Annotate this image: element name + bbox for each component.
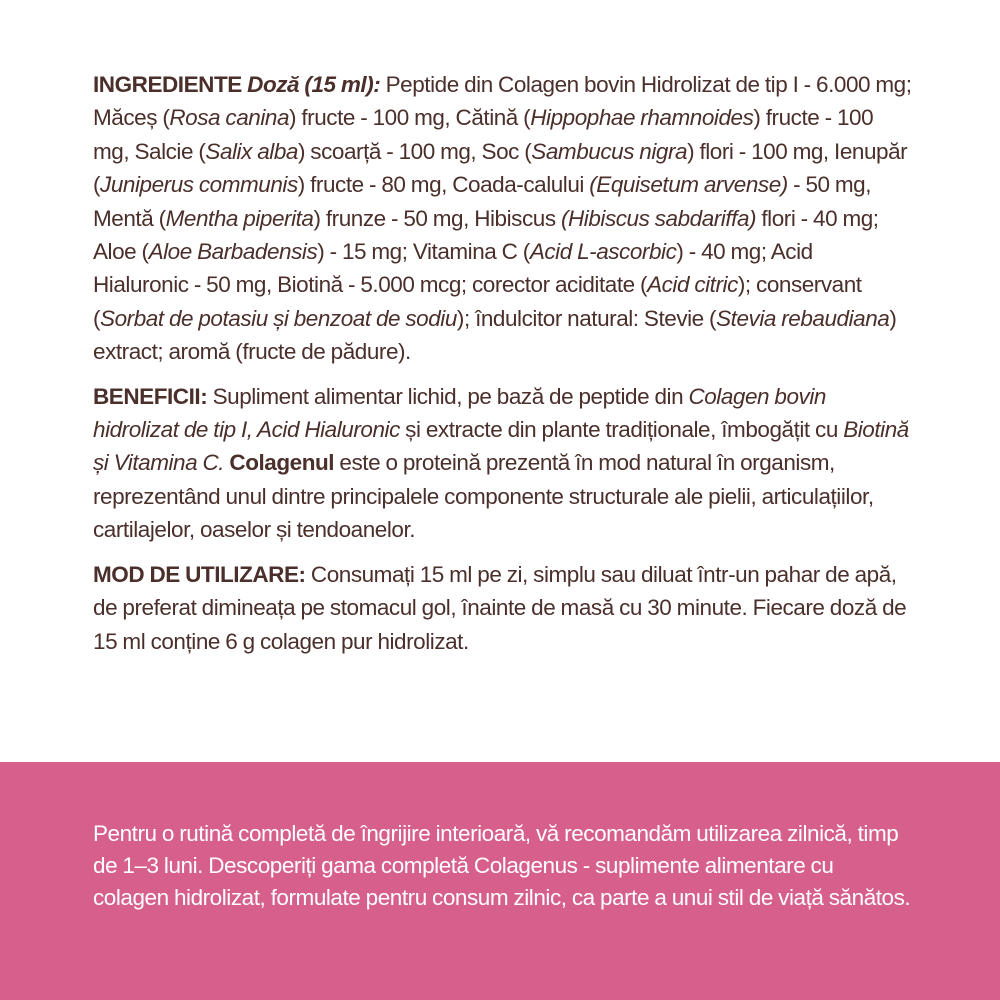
text-segment: Biotină și Vitamina C. — [93, 417, 909, 476]
product-info — [93, 68, 913, 658]
usage-label: MOD DE UTILIZARE: — [93, 561, 306, 587]
benefits-text — [93, 384, 909, 543]
text-segment: (Hibiscus sabdariffa) — [560, 205, 757, 231]
text-segment: (Equisetum arvense) — [589, 172, 788, 198]
dose-label: Doză (15 ml): — [247, 72, 381, 97]
text-segment: este o proteină prezentă în mod natural în organism, reprezentând unul dintre principalele componente structurale ale pielii, articulațiilor, cartilajelor, oaselor și tendoanelor. — [93, 450, 874, 543]
recommendation-text: Pentru o rutină completă de îngrijire interioară, vă recomandăm utilizarea zilnică, timp de 1–3 luni. Descoperiți gama completă Colagenus - suplimente alimentare cu colagen hidrolizat, formulate pentru consum zilnic, ca parte a unui stil de viață sănătos. — [93, 821, 911, 910]
text-segment: ) - 15 mg; Vitamina C ( — [317, 239, 530, 265]
text-segment: ) - 40 mg; Acid Hialuronic - 50 mg, Biotină - 5.000 mcg; corector aciditate ( — [93, 239, 813, 298]
text-segment: ); conservant ( — [93, 272, 862, 331]
text-segment: Sorbat de potasiu și benzoat de sodiu — [100, 305, 457, 331]
text-segment: ) fructe - 80 mg, Coada-calului — [297, 172, 590, 198]
text-segment: Acid citric — [647, 272, 738, 298]
text-segment: Supliment alimentar lichid, pe bază de peptide din — [207, 383, 689, 409]
usage-paragraph — [93, 558, 913, 658]
text-segment: ) fructe - 100 mg, Salcie ( — [93, 105, 874, 164]
text-segment: ); îndulcitor natural: Stevie ( — [456, 305, 717, 331]
text-segment: Aloe Barbadensis — [148, 239, 318, 265]
ingredients-label: INGREDIENTE — [93, 72, 242, 97]
benefits-label: BENEFICII: — [93, 383, 208, 409]
text-segment: ) flori - 100 mg, Ienupăr ( — [93, 138, 908, 198]
ingredients-paragraph — [93, 68, 913, 369]
text-segment: Juniperus communis — [100, 172, 298, 198]
text-segment: flori - 40 mg; Aloe ( — [93, 205, 879, 265]
text-segment: Colagenul — [229, 450, 335, 476]
text-segment: ) frunze - 50 mg, Hibiscus — [313, 205, 561, 231]
text-segment: ) scoarță - 100 mg, Soc ( — [297, 138, 532, 164]
text-segment: Peptide din Colagen bovin Hidrolizat de tip I - 6.000 mg; Măceș ( — [93, 72, 912, 131]
text-segment: Acid L-ascorbic — [529, 239, 677, 265]
ingredients-text — [93, 72, 912, 364]
text-segment: ) extract; aromă (fructe de pădure). — [93, 305, 897, 365]
text-segment: și extracte din plante tradiționale, îmbogățit cu — [399, 417, 844, 443]
text-segment: Sambucus nigra — [531, 138, 688, 164]
text-segment: Rosa canina — [169, 105, 290, 131]
text-segment: Hippophae rhamnoides — [530, 105, 754, 131]
text-segment: - 50 mg, Mentă ( — [93, 172, 872, 231]
usage-text: Consumați 15 ml pe zi, simplu sau diluat într-un pahar de apă, de preferat dimineața pe stomacul gol, înainte de masă cu 30 minute. Fiecare doză de 15 ml conține 6 g colagen pur hidrolizat. — [93, 561, 907, 654]
text-segment: Salix alba — [205, 138, 298, 164]
text-segment: Colagen bovin hidrolizat de tip I, Acid Hialuronic — [93, 383, 826, 443]
text-segment: Stevia rebaudiana — [716, 305, 890, 331]
text-segment: Mentha piperita — [165, 205, 314, 231]
text-segment: ) fructe - 100 mg, Cătină ( — [289, 105, 531, 131]
benefits-paragraph — [93, 380, 913, 547]
recommendation-band — [0, 762, 1000, 1000]
